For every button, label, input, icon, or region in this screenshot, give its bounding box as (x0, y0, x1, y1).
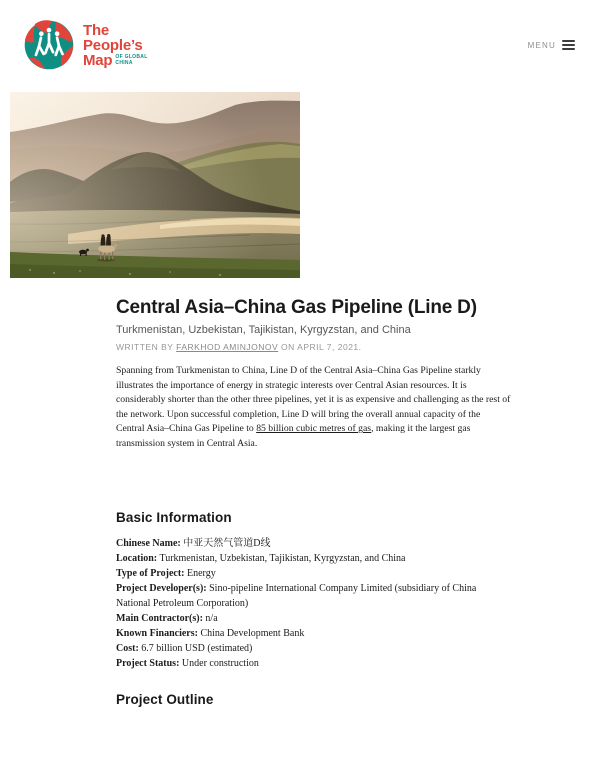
menu-button[interactable] (528, 40, 575, 50)
info-label: Known Financiers: (116, 627, 198, 639)
author-link[interactable]: FARKHOD AMINJONOV (176, 342, 279, 352)
wordmark-line-2: People’s (83, 37, 143, 54)
info-value: Turkmenistan, Uzbekistan, Tajikistan, Kyrgyzstan, and China (159, 552, 406, 564)
info-row-type-of-project (116, 566, 511, 581)
wordmark-line-3: Map (83, 52, 113, 69)
intro-text-after: , making it the largest gas transmission system in Central Asia. (116, 423, 471, 449)
info-value: China Development Bank (200, 627, 305, 639)
intro-text-before: Spanning from Turkmenistan to China, Line D of the Central Asia–China Gas Pipeline starkly illustrates the importance of energy in strategic interests over Central Asian resources. It is considerably shorter than the other three pipelines, yet it is as expensive and challenging as the rest of the network. Upon successful completion, Line D will bring the overall annual capacity of the Central Asia–China Gas Pipeline to (116, 365, 511, 435)
info-label: Cost: (116, 642, 139, 654)
page-title: Central Asia–China Gas Pipeline (Line D) (116, 297, 477, 318)
info-label: Main Contractor(s): (116, 612, 203, 624)
info-label: Location: (116, 552, 158, 564)
menu-button-label: MENU (527, 40, 556, 50)
basic-information-list (116, 536, 511, 671)
hamburger-icon (562, 40, 575, 50)
tagline-line-2: CHINA (115, 60, 133, 66)
tagline-line-1: OF GLOBAL (115, 54, 148, 60)
site-header (0, 0, 600, 92)
site-logo-link[interactable] (22, 18, 148, 72)
info-label: Project Developer(s): (116, 582, 207, 594)
info-value: Under construction (181, 657, 259, 669)
capacity-link[interactable]: 85 billion cubic metres of gas (256, 423, 372, 435)
basic-information-heading: Basic Information (116, 509, 232, 525)
info-row-cost (116, 641, 511, 656)
globe-logo-icon (22, 18, 76, 72)
info-label: Project Status: (116, 657, 180, 669)
logo-tagline (115, 54, 147, 66)
intro-paragraph (116, 364, 511, 452)
info-row-project-developers (116, 581, 511, 611)
info-label: Chinese Name: (116, 537, 181, 549)
project-outline-heading: Project Outline (116, 691, 214, 707)
byline-suffix: ON APRIL 7, 2021. (281, 342, 362, 352)
info-row-main-contractors (116, 611, 511, 626)
landscape-photo-icon (10, 92, 300, 278)
info-value: Sino-pipeline International Company Limited (subsidiary of China National Petroleum Corporation) (116, 582, 477, 609)
info-row-location (116, 551, 511, 566)
hero-image (10, 92, 300, 278)
logo-wordmark (83, 23, 148, 72)
info-value: 中亚天然气管道D线 (183, 537, 271, 549)
byline (116, 342, 511, 352)
info-row-chinese-name (116, 536, 511, 551)
info-row-project-status (116, 656, 511, 671)
info-value: 6.7 billion USD (estimated) (141, 642, 253, 654)
article (116, 278, 511, 707)
info-row-known-financiers (116, 626, 511, 641)
info-value: n/a (205, 612, 218, 624)
byline-prefix: WRITTEN BY (116, 342, 174, 352)
info-value: Energy (187, 567, 216, 579)
wordmark-line-1: The (83, 22, 110, 39)
country-subtitle: Turkmenistan, Uzbekistan, Tajikistan, Kyrgyzstan, and China (116, 324, 411, 336)
info-label: Type of Project: (116, 567, 185, 579)
